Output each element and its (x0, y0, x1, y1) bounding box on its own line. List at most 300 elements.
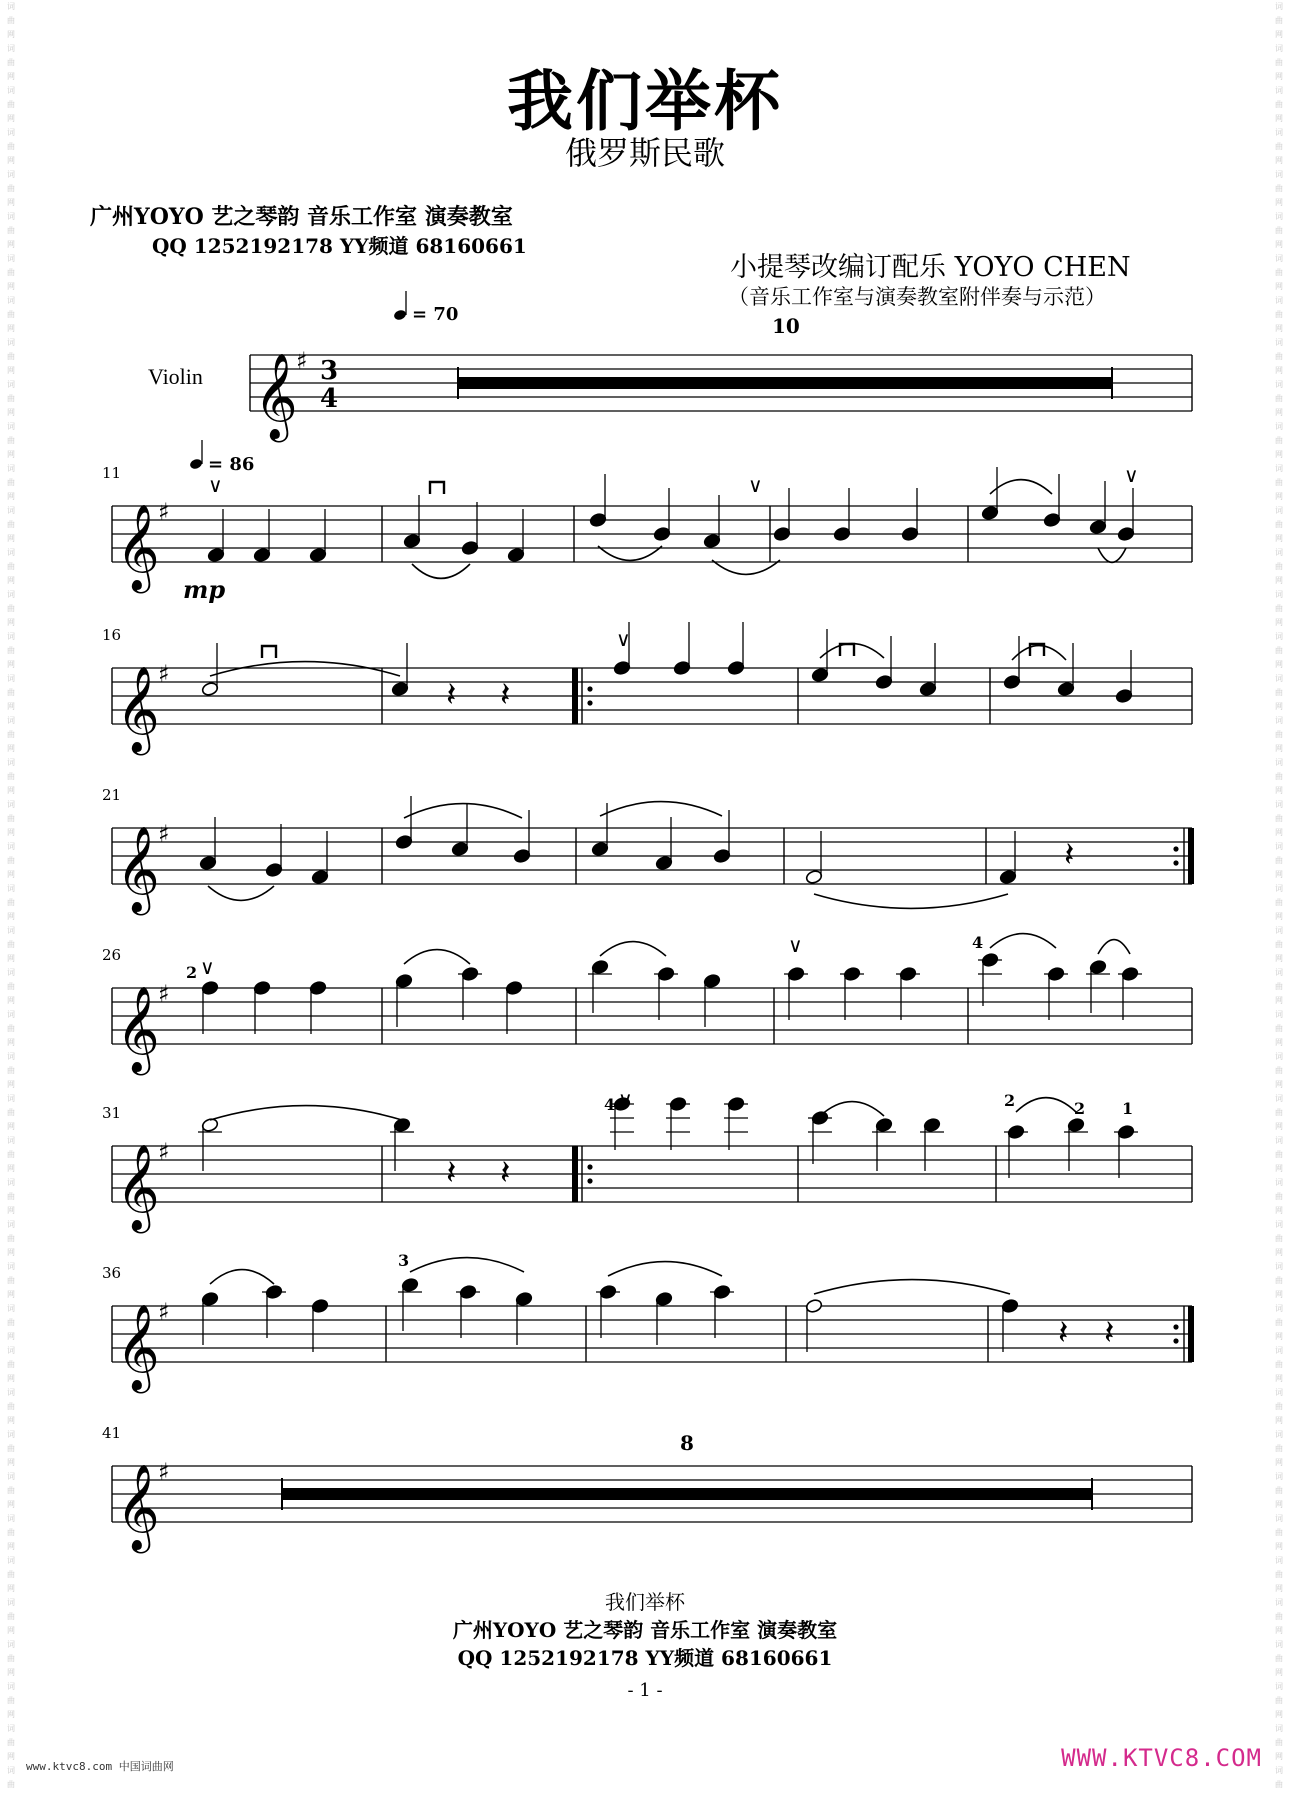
side-watermark-glyph: 词 (1275, 212, 1283, 221)
note-head (505, 980, 523, 995)
side-watermark-glyph: 词 (7, 2, 15, 11)
side-watermark-glyph: 词 (7, 1388, 15, 1397)
measure-number: 11 (102, 464, 122, 482)
quarter-rest-icon: 𝄽 (1064, 835, 1075, 875)
side-watermark-glyph: 网 (1275, 744, 1283, 753)
side-watermark-glyph: 词 (7, 1346, 15, 1355)
side-watermark-glyph: 网 (7, 1500, 15, 1509)
side-watermark-glyph: 网 (1275, 1248, 1283, 1257)
note-head (199, 855, 217, 870)
multi-rest-count: 10 (772, 314, 800, 338)
note-head (613, 660, 631, 675)
measure-number: 26 (102, 946, 122, 964)
side-watermark-glyph: 词 (1275, 1346, 1283, 1355)
side-watermark-glyph: 曲 (7, 226, 15, 235)
side-watermark-glyph: 曲 (1275, 1234, 1283, 1243)
marks-layer (102, 291, 1139, 1455)
note-head (1117, 526, 1135, 541)
measure-number: 21 (102, 786, 122, 804)
note-head (1001, 1298, 1019, 1313)
side-watermark-glyph: 曲 (7, 478, 15, 487)
note-head (507, 547, 525, 562)
notes-layer (198, 467, 1142, 1353)
side-watermark-glyph: 曲 (7, 898, 15, 907)
note-head (515, 1291, 533, 1306)
note-head (591, 841, 609, 856)
quarter-rest-icon: 𝄽 (446, 1153, 457, 1193)
song-title: 我们举杯 (507, 63, 783, 140)
side-watermark-glyph: 曲 (7, 772, 15, 781)
side-watermark-glyph: 词 (7, 926, 15, 935)
repeat-dot (1173, 860, 1178, 865)
treble-clef-icon: 𝄞 (116, 666, 160, 752)
side-watermark-glyph: 网 (7, 702, 15, 711)
up-bow-icon: ∨ (748, 473, 763, 497)
side-watermark-glyph: 曲 (1275, 1612, 1283, 1621)
slur (404, 804, 522, 818)
side-watermark-glyph: 网 (1275, 1542, 1283, 1551)
side-watermark-glyph: 词 (1275, 632, 1283, 641)
side-watermark-glyph: 网 (1275, 114, 1283, 123)
side-watermark-glyph: 曲 (7, 352, 15, 361)
side-watermark-glyph: 曲 (7, 856, 15, 865)
note-head (253, 547, 271, 562)
repeat-dot (1173, 846, 1178, 851)
up-bow-icon: ∨ (208, 473, 223, 497)
note-head (265, 862, 283, 877)
side-watermark-glyph: 曲 (7, 1612, 15, 1621)
watermark-left: www.ktvc8.com 中国词曲网 (26, 1760, 174, 1773)
side-watermark-glyph: 曲 (1275, 1276, 1283, 1285)
side-watermark-glyph: 网 (7, 1164, 15, 1173)
side-watermark-glyph: 曲 (7, 1780, 15, 1789)
multi-rest-count: 8 (680, 1431, 694, 1455)
note-head (391, 681, 409, 696)
side-watermark-glyph: 网 (1275, 954, 1283, 963)
footer-studio-line: 广州YOYO 艺之琴韵 音乐工作室 演奏教室 (452, 1618, 838, 1642)
key-sharp-icon: ♯ (158, 498, 170, 526)
note-head (875, 674, 893, 689)
side-watermark-glyph: 词 (1275, 1220, 1283, 1229)
treble-clef-icon: 𝄞 (116, 1144, 160, 1230)
side-watermark-glyph: 网 (1275, 870, 1283, 879)
side-watermark-glyph: 曲 (7, 1528, 15, 1537)
side-watermark-glyph: 曲 (1275, 1318, 1283, 1327)
side-watermark-glyph: 词 (1275, 338, 1283, 347)
repeat-dot (1173, 1324, 1178, 1329)
side-watermark-glyph: 网 (1275, 1668, 1283, 1677)
side-watermark-glyph: 词 (1275, 1388, 1283, 1397)
side-watermark-glyph: 词 (7, 1304, 15, 1313)
treble-clef-icon: 𝄞 (254, 353, 298, 439)
side-watermark-glyph: 曲 (1275, 1360, 1283, 1369)
slur (208, 886, 274, 900)
note-head (833, 526, 851, 541)
side-watermark-glyph: 曲 (7, 1318, 15, 1327)
side-watermark-glyph: 网 (1275, 534, 1283, 543)
quarter-rest-icon: 𝄽 (446, 675, 457, 715)
slur (210, 1106, 402, 1120)
slur (1098, 548, 1126, 562)
side-watermark-glyph: 词 (7, 842, 15, 851)
side-watermark-glyph: 网 (7, 576, 15, 585)
side-watermark-glyph: 词 (1275, 296, 1283, 305)
side-watermark-glyph: 曲 (7, 142, 15, 151)
time-signature-top: 3 (320, 356, 339, 386)
side-watermark-glyph: 曲 (1275, 268, 1283, 277)
side-watermark-glyph: 词 (7, 968, 15, 977)
side-watermark-glyph: 词 (7, 632, 15, 641)
side-watermark-glyph: 网 (1275, 1374, 1283, 1383)
note-head (999, 869, 1017, 884)
side-watermark-glyph: 词 (7, 884, 15, 893)
measure-number: 36 (102, 1264, 122, 1282)
side-watermark-glyph: 曲 (7, 1150, 15, 1159)
side-watermark-glyph: 词 (1275, 170, 1283, 179)
side-watermark-glyph: 网 (1275, 1080, 1283, 1089)
side-watermark-glyph: 词 (7, 1514, 15, 1523)
side-watermark-glyph: 网 (1275, 1584, 1283, 1593)
side-watermark-glyph: 曲 (7, 1402, 15, 1411)
side-watermark-glyph: 词 (7, 422, 15, 431)
side-watermark-glyph: 网 (1275, 198, 1283, 207)
side-watermark-glyph: 网 (7, 996, 15, 1005)
note-head (1057, 681, 1075, 696)
slur (990, 934, 1056, 948)
repeat-start-barline (572, 668, 578, 724)
fingering: 4 (604, 1095, 616, 1114)
side-watermark-glyph: 曲 (1275, 1108, 1283, 1117)
side-watermark-glyph: 网 (7, 1206, 15, 1215)
side-watermark-glyph: 曲 (1275, 436, 1283, 445)
fingering: 2 (1074, 1099, 1086, 1118)
measure-number: 41 (102, 1424, 122, 1442)
side-watermark-glyph: 曲 (1275, 352, 1283, 361)
note-head (201, 1291, 219, 1306)
slur (410, 1258, 524, 1272)
side-watermark-glyph: 词 (7, 1220, 15, 1229)
note-head (703, 533, 721, 548)
note-head (309, 980, 327, 995)
fingering: 2 (186, 963, 198, 982)
side-watermark-glyph: 曲 (7, 184, 15, 193)
side-watermark-glyph: 网 (1275, 1416, 1283, 1425)
side-watermark-glyph: 曲 (1275, 1780, 1283, 1789)
note-head (207, 547, 225, 562)
side-watermark-glyph: 曲 (1275, 814, 1283, 823)
side-watermark-glyph: 词 (1275, 86, 1283, 95)
instrument-label: Violin (148, 364, 203, 389)
key-sharp-icon: ♯ (158, 820, 170, 848)
repeat-start-barline (572, 1146, 578, 1202)
side-watermark-glyph: 曲 (7, 982, 15, 991)
quarter-rest-icon: 𝄽 (1104, 1313, 1115, 1353)
side-watermark-glyph: 词 (1275, 1010, 1283, 1019)
side-watermark-glyph: 曲 (1275, 940, 1283, 949)
side-watermark-glyph: 网 (1275, 1752, 1283, 1761)
side-watermark-glyph: 网 (7, 870, 15, 879)
side-watermark-glyph: 网 (7, 1542, 15, 1551)
side-watermark-glyph: 词 (1275, 1052, 1283, 1061)
side-watermark-glyph: 词 (7, 338, 15, 347)
side-watermark-glyph: 曲 (7, 310, 15, 319)
slur (1012, 646, 1066, 660)
note-head (981, 505, 999, 520)
fingering: 1 (1122, 1099, 1134, 1118)
note-head (703, 973, 721, 988)
side-watermark-glyph: 网 (7, 1248, 15, 1257)
side-watermark-glyph: 词 (1275, 380, 1283, 389)
fingering: 3 (398, 1251, 410, 1270)
side-watermark-glyph: 网 (7, 1122, 15, 1131)
side-watermark-glyph: 词 (7, 128, 15, 137)
side-watermark-glyph: 网 (7, 744, 15, 753)
slur (814, 894, 1008, 908)
side-watermark-glyph: 词 (1275, 1514, 1283, 1523)
side-watermark-glyph: 网 (7, 534, 15, 543)
side-watermark-glyph: 网 (7, 282, 15, 291)
side-watermark-glyph: 网 (7, 1374, 15, 1383)
repeat-dot (1173, 1338, 1178, 1343)
side-watermark-glyph: 词 (7, 1430, 15, 1439)
side-watermark-glyph: 词 (7, 1766, 15, 1775)
side-watermark-glyph: 网 (7, 240, 15, 249)
side-watermark-glyph: 网 (1275, 408, 1283, 417)
side-watermark-glyph: 词 (7, 674, 15, 683)
side-watermark-glyph: 网 (7, 1332, 15, 1341)
side-watermark-glyph: 曲 (7, 1444, 15, 1453)
side-watermark-glyph: 词 (1275, 884, 1283, 893)
tempo-marking: = 86 (208, 454, 255, 475)
side-watermark-glyph: 曲 (7, 16, 15, 25)
side-watermark-glyph: 网 (7, 660, 15, 669)
side-watermark-glyph: 网 (1275, 282, 1283, 291)
side-watermark-glyph: 曲 (1275, 1696, 1283, 1705)
side-watermark-glyph: 词 (1275, 1472, 1283, 1481)
side-watermark-glyph: 网 (7, 1626, 15, 1635)
side-watermark-glyph: 词 (1275, 548, 1283, 557)
arranger-credit: 小提琴改编订配乐 YOYO CHEN (730, 252, 1131, 283)
side-watermark-glyph: 词 (7, 1682, 15, 1691)
quarter-rest-icon: 𝄽 (1058, 1313, 1069, 1353)
side-watermark-glyph: 词 (1275, 716, 1283, 725)
studio-line: 广州YOYO 艺之琴韵 音乐工作室 演奏教室 (90, 204, 513, 230)
side-watermark-glyph: 词 (7, 296, 15, 305)
side-watermark-glyph: 网 (1275, 72, 1283, 81)
side-watermark-glyph: 网 (1275, 1500, 1283, 1509)
fingering: 2 (1004, 1091, 1016, 1110)
slur (990, 480, 1052, 494)
key-sharp-icon: ♯ (158, 1458, 170, 1486)
side-watermark-glyph: 词 (7, 1094, 15, 1103)
note-head (591, 959, 609, 974)
up-bow-icon: ∨ (618, 1087, 633, 1111)
contact-line: QQ 1252192178 YY频道 68160661 (152, 234, 527, 258)
side-watermark-glyph: 网 (1275, 996, 1283, 1005)
slur (820, 644, 884, 658)
side-watermark-glyph: 网 (1275, 702, 1283, 711)
side-watermark-glyph: 词 (1275, 1598, 1283, 1607)
side-watermark-glyph: 曲 (1275, 604, 1283, 613)
side-watermark-glyph: 曲 (7, 646, 15, 655)
side-watermark-glyph: 曲 (1275, 478, 1283, 487)
side-watermark-glyph: 词 (1275, 800, 1283, 809)
side-watermark-glyph: 词 (7, 380, 15, 389)
side-watermark-glyph: 词 (1275, 1682, 1283, 1691)
side-watermark-glyph: 曲 (1275, 646, 1283, 655)
side-watermark-glyph: 曲 (1275, 1150, 1283, 1159)
note-head (1043, 512, 1061, 527)
side-watermark-glyph: 网 (1275, 366, 1283, 375)
note-head (1003, 674, 1021, 689)
side-watermark-glyph: 网 (7, 324, 15, 333)
note-head (395, 834, 413, 849)
note-head (805, 869, 823, 884)
side-watermark-glyph: 词 (7, 212, 15, 221)
side-watermark-glyph: 词 (7, 254, 15, 263)
side-watermark-glyph: 词 (7, 548, 15, 557)
slur (600, 942, 666, 956)
note-head (655, 855, 673, 870)
side-watermark-glyph: 词 (7, 170, 15, 179)
side-watermark-glyph: 词 (7, 1724, 15, 1733)
quarter-rest-icon: 𝄽 (500, 675, 511, 715)
slur (1016, 1098, 1076, 1112)
note-head (713, 848, 731, 863)
side-watermark-glyph: 词 (1275, 1094, 1283, 1103)
page-number: - 1 - (627, 1680, 663, 1701)
song-subtitle: 俄罗斯民歌 (564, 134, 725, 172)
side-watermark-glyph: 网 (7, 366, 15, 375)
note-head (253, 980, 271, 995)
note-head (513, 848, 531, 863)
side-watermark-glyph: 曲 (1275, 688, 1283, 697)
treble-clef-icon: 𝄞 (116, 826, 160, 912)
note-head (309, 547, 327, 562)
note-head (811, 667, 829, 682)
treble-clef-icon: 𝄞 (116, 504, 160, 590)
side-watermark-glyph: 曲 (7, 100, 15, 109)
side-watermark-glyph: 曲 (1275, 394, 1283, 403)
side-watermark-glyph: 曲 (1275, 982, 1283, 991)
side-watermark-glyph: 词 (1275, 968, 1283, 977)
side-watermark-glyph: 词 (7, 506, 15, 515)
side-watermark-glyph: 网 (7, 1290, 15, 1299)
note-head (773, 526, 791, 541)
side-watermark-glyph: 曲 (1275, 898, 1283, 907)
side-watermark-glyph: 词 (7, 1556, 15, 1565)
repeat-dot (587, 686, 592, 691)
side-watermark-glyph: 网 (7, 450, 15, 459)
treble-clef-icon: 𝄞 (116, 1304, 160, 1390)
side-watermark-glyph: 曲 (7, 562, 15, 571)
key-sharp-icon: ♯ (158, 980, 170, 1008)
side-watermark-glyph: 词 (7, 1010, 15, 1019)
side-watermark-glyph: 网 (7, 492, 15, 501)
side-watermark-glyph: 词 (7, 590, 15, 599)
side-watermark-glyph: 曲 (1275, 1654, 1283, 1663)
side-watermark-glyph: 网 (7, 114, 15, 123)
side-watermark-glyph: 词 (1275, 674, 1283, 683)
side-watermark-glyph: 曲 (1275, 1066, 1283, 1075)
side-watermark-glyph: 网 (7, 30, 15, 39)
side-watermark-glyph: 词 (1275, 1304, 1283, 1313)
side-watermark-glyph: 网 (1275, 576, 1283, 585)
footer-contact-line: QQ 1252192178 YY频道 68160661 (457, 1646, 833, 1670)
note-head (653, 526, 671, 541)
side-watermark-glyph: 曲 (7, 814, 15, 823)
side-watermark-glyph: 词 (1275, 1178, 1283, 1187)
side-watermark-glyph: 网 (1275, 156, 1283, 165)
slur (608, 1262, 722, 1276)
side-watermark-glyph: 曲 (7, 58, 15, 67)
note-head (1089, 519, 1107, 534)
side-watermark-glyph: 曲 (1275, 58, 1283, 67)
side-watermark-glyph: 曲 (1275, 730, 1283, 739)
side-watermark-glyph: 曲 (1275, 562, 1283, 571)
treble-clef-icon: 𝄞 (116, 1464, 160, 1550)
note-head (1067, 1117, 1085, 1132)
side-watermark-glyph: 曲 (1275, 16, 1283, 25)
measure-number: 16 (102, 626, 122, 644)
note-head (201, 980, 219, 995)
side-watermark-glyph: 曲 (7, 1108, 15, 1117)
repeat-dot (587, 700, 592, 705)
side-watermark-glyph: 词 (1275, 422, 1283, 431)
note-head (727, 660, 745, 675)
side-watermark-glyph: 网 (7, 1038, 15, 1047)
side-watermark-glyph: 曲 (7, 1738, 15, 1747)
quarter-rest-icon: 𝄽 (500, 1153, 511, 1193)
side-watermark-glyph: 词 (1275, 1430, 1283, 1439)
fingering: 4 (972, 933, 984, 952)
side-watermark-glyph: 词 (1275, 1136, 1283, 1145)
side-watermark-glyph: 曲 (1275, 1024, 1283, 1033)
side-watermark-glyph: 网 (7, 912, 15, 921)
side-watermark-glyph: 网 (1275, 1710, 1283, 1719)
final-barline (1188, 1306, 1194, 1362)
up-bow-icon: ∨ (1124, 463, 1139, 487)
side-watermark-glyph: 曲 (7, 1234, 15, 1243)
side-watermark-glyph: 词 (1275, 1724, 1283, 1733)
side-watermark-glyph: 词 (7, 800, 15, 809)
side-watermark-glyph: 曲 (7, 730, 15, 739)
side-watermark-glyph: 曲 (1275, 310, 1283, 319)
side-watermark-glyph: 曲 (7, 1024, 15, 1033)
side-watermark-glyph: 词 (1275, 842, 1283, 851)
side-watermark-glyph: 网 (1275, 450, 1283, 459)
side-watermark-glyph: 网 (1275, 1206, 1283, 1215)
side-watermark-glyph: 词 (7, 1262, 15, 1271)
side-watermark-glyph: 网 (7, 1668, 15, 1677)
side-watermark-glyph: 词 (1275, 1262, 1283, 1271)
side-watermark-glyph: 曲 (7, 688, 15, 697)
note-head (311, 1298, 329, 1313)
side-watermark-glyph: 词 (1275, 1556, 1283, 1565)
side-watermark-glyph: 网 (1275, 828, 1283, 837)
side-watermark-glyph: 曲 (1275, 184, 1283, 193)
side-watermark-glyph: 网 (7, 156, 15, 165)
final-barline (1188, 828, 1194, 884)
side-watermark-glyph: 曲 (7, 604, 15, 613)
side-watermark-glyph: 网 (7, 1080, 15, 1089)
note-head (311, 869, 329, 884)
slur (814, 1280, 1010, 1294)
side-watermark-glyph: 网 (1275, 618, 1283, 627)
key-sharp-icon: ♯ (296, 347, 308, 375)
time-signature-bottom: 4 (320, 384, 339, 414)
measure-number: 31 (102, 1104, 122, 1122)
